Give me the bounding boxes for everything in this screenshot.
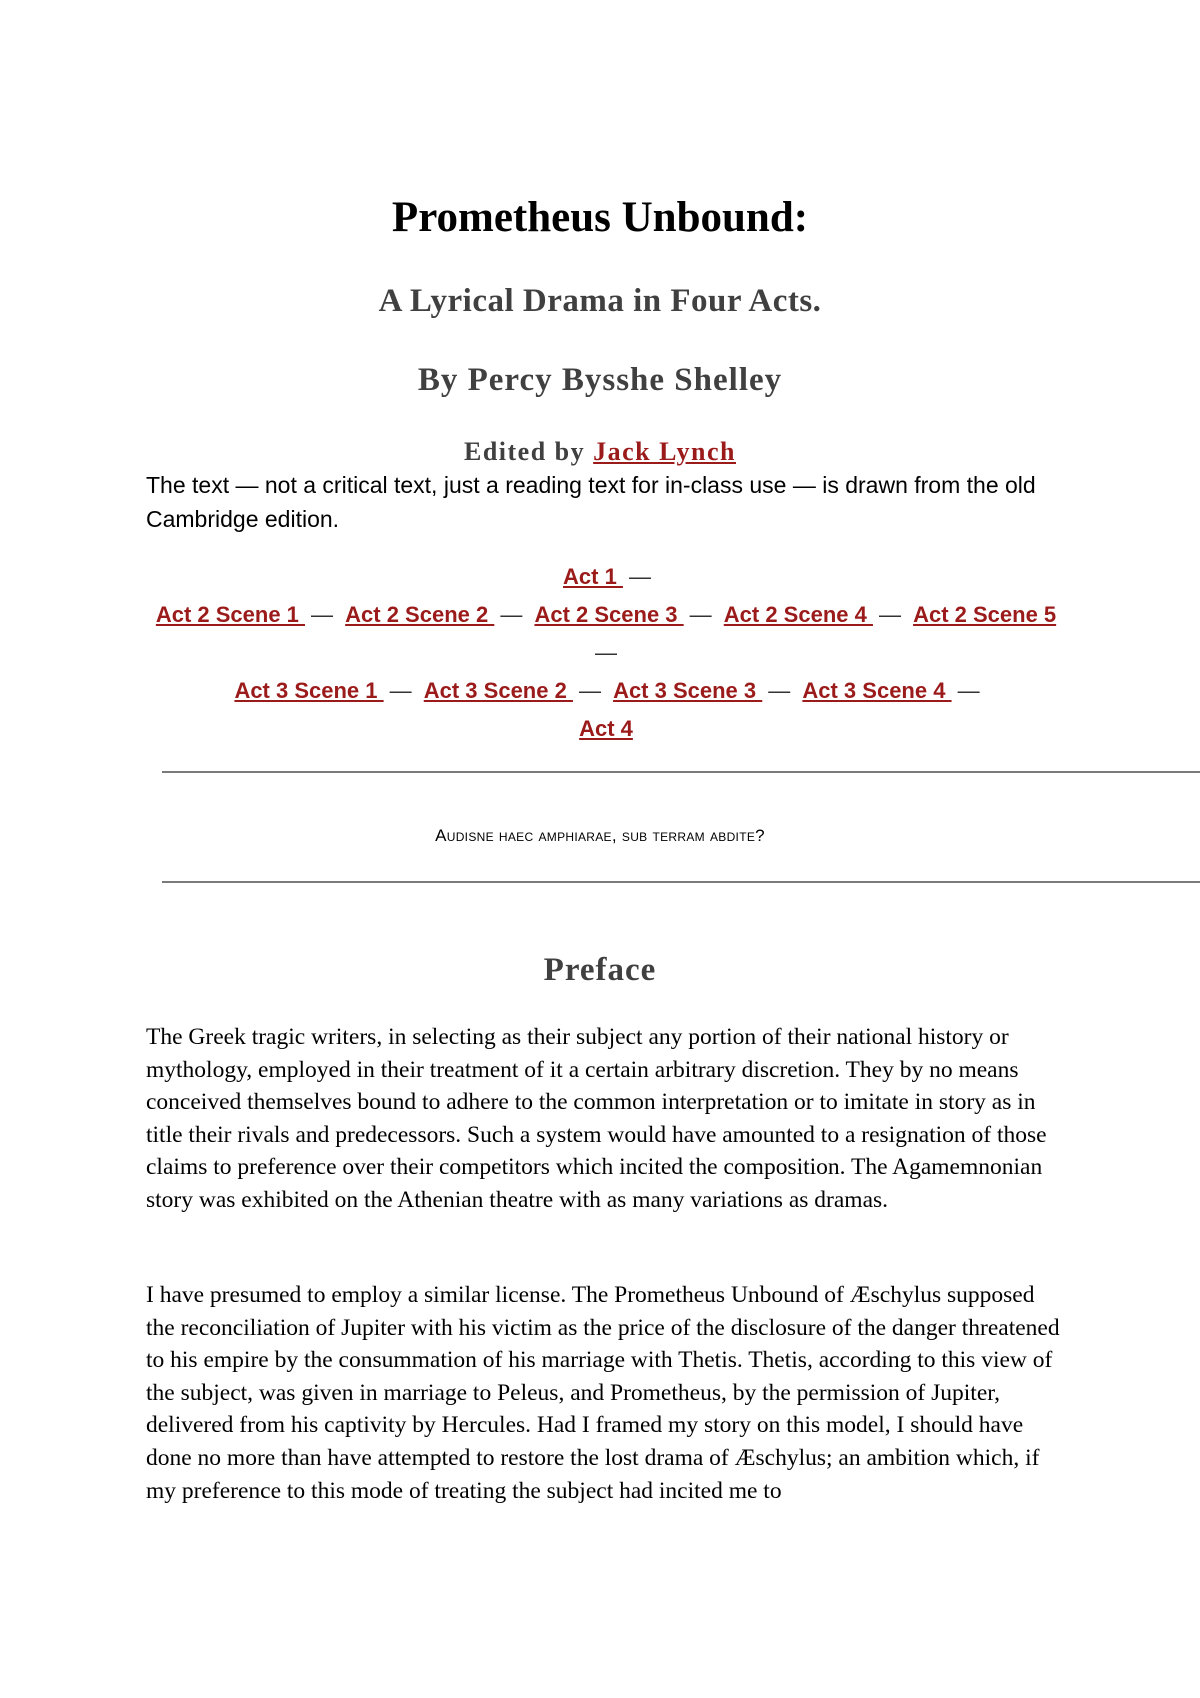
toc-separator: — [595, 640, 617, 665]
toc-link-act-1[interactable]: Act 1 [563, 564, 623, 589]
toc-link-act-2-scene-5[interactable]: Act 2 Scene 5 [913, 602, 1057, 627]
document-subtitle: A Lyrical Drama in Four Acts. [378, 283, 822, 319]
horizontal-rule [162, 771, 1200, 773]
toc-link-act-2-scene-1[interactable]: Act 2 Scene 1 [155, 602, 306, 627]
toc-separator: — [500, 602, 523, 627]
toc-separator: — [689, 602, 712, 627]
preface-heading: Preface [543, 952, 657, 988]
toc-link-act-2-scene-4[interactable]: Act 2 Scene 4 [723, 602, 873, 627]
document-title: Prometheus Unbound: [391, 194, 809, 241]
toc-link-act-3-scene-4[interactable]: Act 3 Scene 4 [802, 678, 952, 703]
horizontal-rule [162, 881, 1200, 883]
table-of-contents [146, 558, 1066, 748]
toc-separator: — [311, 602, 334, 627]
preface-paragraph: I have presumed to employ a similar license. The Prometheus Unbound of Æschylus supposed the reconciliation of Jupiter with his victim as the price of the disclosure of the danger threatened to his empire by the consummation of his marriage with Thetis. Thetis, according to this view of the subject, was given in marriage to Peleus, and Prometheus, by the permission of Jupiter, delivered from his captivity by Hercules. Had I framed my story on this model, I should have done no more than have attempted to restore the lost drama of Æschylus; an ambition which, if my preference to this mode of treating the subject had incited me to [146, 1282, 1060, 1504]
toc-separator: — [957, 678, 980, 703]
toc-separator: — [878, 602, 901, 627]
toc-link-act-3-scene-2[interactable]: Act 3 Scene 2 [423, 678, 573, 703]
toc-link-act-3-scene-1[interactable]: Act 3 Scene 1 [234, 678, 384, 703]
toc-separator: — [628, 564, 651, 589]
editor-line [0, 435, 1200, 469]
toc-separator: — [578, 678, 601, 703]
toc-link-act-3-scene-3[interactable]: Act 3 Scene 3 [613, 678, 763, 703]
toc-separator: — [389, 678, 412, 703]
toc-link-act-2-scene-2[interactable]: Act 2 Scene 2 [345, 602, 495, 627]
author-line: By Percy Bysshe Shelley [417, 362, 783, 398]
toc-link-act-2-scene-3[interactable]: Act 2 Scene 3 [534, 602, 684, 627]
edition-note: The text — not a critical text, just a reading text for in-class use — is drawn from the old Cambridge edition. [146, 472, 1036, 532]
editor-link[interactable]: Jack Lynch [593, 437, 737, 466]
epigraph: Audisne haec amphiarae, sub terram abdite? [435, 826, 765, 845]
toc-separator: — [768, 678, 791, 703]
toc-link-act-4[interactable]: Act 4 [579, 716, 633, 741]
preface-paragraph: The Greek tragic writers, in selecting as their subject any portion of their national history or mythology, employed in their treatment of it a certain arbitrary discretion. They by no means conceived themselves bound to adhere to the common interpretation or to imitate in story as in title their rivals and predecessors. Such a system would have amounted to a resignation of those claims to preference over their competitors which incited the composition. The Agamemnonian story was exhibited on the Athenian theatre with as many variations as dramas. [146, 1024, 1047, 1213]
edited-by-label: Edited by [463, 437, 594, 466]
